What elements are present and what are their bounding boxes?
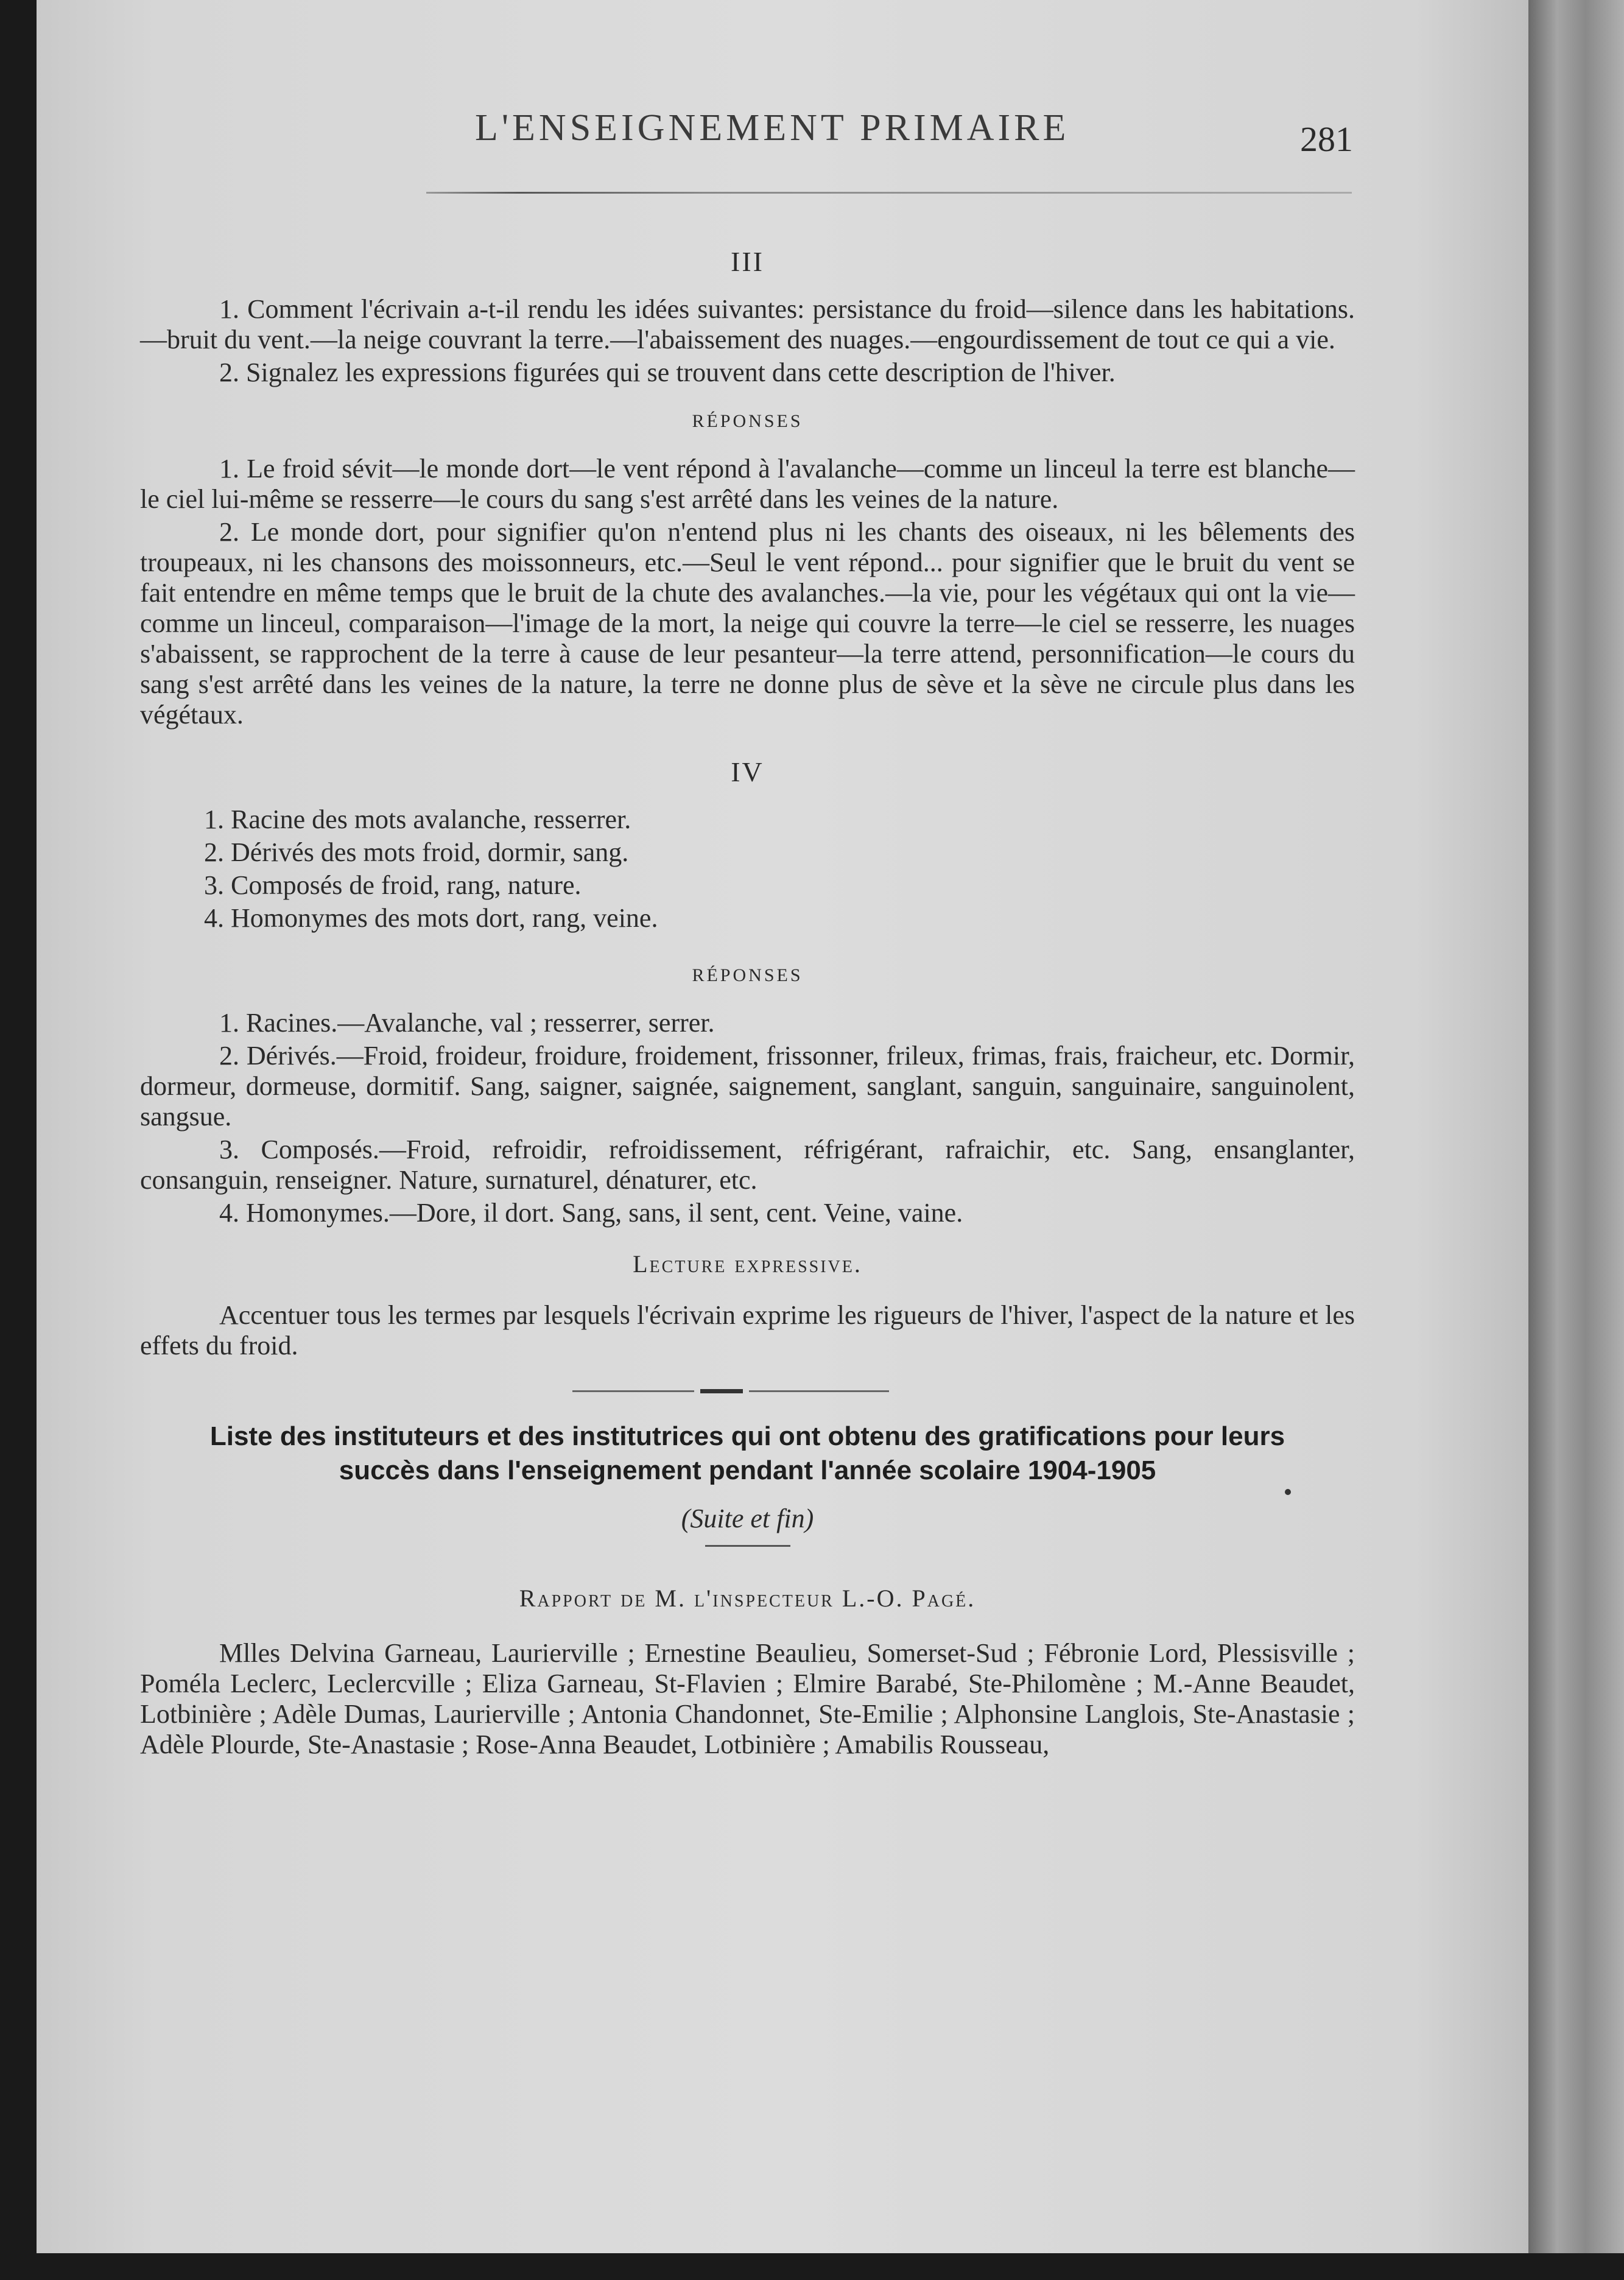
header-rule [426,192,1352,194]
exercise-item: 1. Racine des mots avalanche, resserrer. [204,804,631,834]
short-rule [705,1545,790,1547]
exercise-item: 2. Dérivés des mots froid, dormir, sang. [204,837,629,867]
page-content [140,241,1355,1762]
rapport-heading: Rapport de M. l'inspecteur L.-O. Pagé. [519,1585,976,1612]
exercise-item: 3. Composés de froid, rang, nature. [204,870,582,900]
exercise-item: 4. Homonymes des mots dort, rang, veine. [204,903,658,933]
running-title: L'ENSEIGNEMENT PRIMAIRE [475,107,1070,149]
section-heading-iv: IV [731,756,764,787]
answers-heading: RÉPONSES [692,411,803,431]
answers-heading: RÉPONSES [692,965,803,985]
answer-1: 1. Le froid sévit—le monde dort—le vent répond à l'avalanche—comme un linceul la terre est blanche—le ciel lui-même se resserre—le cours du sang s'est arrêté dans les veines de la nature. [140,454,1355,514]
lecture-text: Accentuer tous les termes par lesquels l'écrivain exprime les rigueurs de l'hiver, l'aspect de la nature et les effets du froid. [140,1300,1355,1360]
section-heading-iii: III [731,246,764,277]
book-edge [1528,0,1624,2280]
book-page [37,0,1534,2253]
answer-racines: 1. Racines.—Avalanche, val ; resserrer, serrer. [219,1008,715,1038]
ornament-divider [140,1385,1355,1398]
lecture-heading: Lecture expressive. [633,1250,862,1278]
answer-homonymes: 4. Homonymes.—Dore, il dort. Sang, sans, il sent, cent. Veine, vaine. [219,1198,963,1228]
list-title: Liste des instituteurs et des institutrices qui ont obtenu des gratifications pour leurs succès dans l'enseignement pendant l'année scolaire 1904-1905 [209,1421,1285,1485]
answer-composes: 3. Composés.—Froid, refroidir, refroidissement, réfrigérant, rafraichir, etc. Sang, ensanglanter, consanguin, renseigner. Nature, surnaturel, dénaturer, etc. [140,1135,1355,1195]
names-paragraph: Mlles Delvina Garneau, Laurierville ; Ernestine Beaulieu, Somerset-Sud ; Fébronie Lord, Plessisville ; Poméla Leclerc, Leclercville ; Eliza Garneau, St-Flavien ; Elmire Barabé, Ste-Philomène ; M.-Anne Beaudet, Lotbinière ; Adèle Dumas, Laurierville ; Antonia Chandonnet, Ste-Emilie ; Alphonsine Langlois, Ste-Anastasie ; Adèle Plourde, Ste-Anastasie ; Rose-Anna Beaudet, Lotbinière ; Amabilis Rousseau, [140,1638,1355,1759]
ink-dot [1285,1489,1291,1495]
page-number: 281 [1300,119,1353,159]
suite-et-fin: (Suite et fin) [681,1504,814,1533]
answer-derives: 2. Dérivés.—Froid, froideur, froidure, froidement, frissonner, frileux, frimas, frais, fraicheur, etc. Dormir, dormeur, dormeuse, dormitif. Sang, saigner, saignée, saignement, sanglant, sanguin, sanguinaire, sanguinolent, sangsue. [140,1041,1355,1131]
bottom-margin [0,2253,1624,2280]
answer-2: 2. Le monde dort, pour signifier qu'on n'entend plus ni les chants des oiseaux, ni les bêlements des troupeaux, ni les chansons des moissonneurs, etc.—Seul le vent répond... pour signifier que le bruit du vent se fait entendre en même temps que le bruit de la chute des avalanches.—la vie, pour les végétaux qui ont la vie—comme un linceul, comparaison—l'image de la mort, la neige qui couvre la terre—le ciel se resserre, les nuages s'abaissent, se rapprochent de la terre à cause de leur pesanteur—la terre attend, personnification—le cours du sang s'est arrêté dans les veines de la nature, la terre ne donne plus de sève et la sève ne circule plus dans les végétaux. [140,517,1355,730]
question-1: 1. Comment l'écrivain a-t-il rendu les idées suivantes: persistance du froid—silence dans les habitations.—bruit du vent.—la neige couvrant la terre.—l'abaissement des nuages.—engourdissement de tout ce qui a vie. [140,294,1355,354]
question-2: 2. Signalez les expressions figurées qui se trouvent dans cette description de l'hiver. [219,357,1116,387]
